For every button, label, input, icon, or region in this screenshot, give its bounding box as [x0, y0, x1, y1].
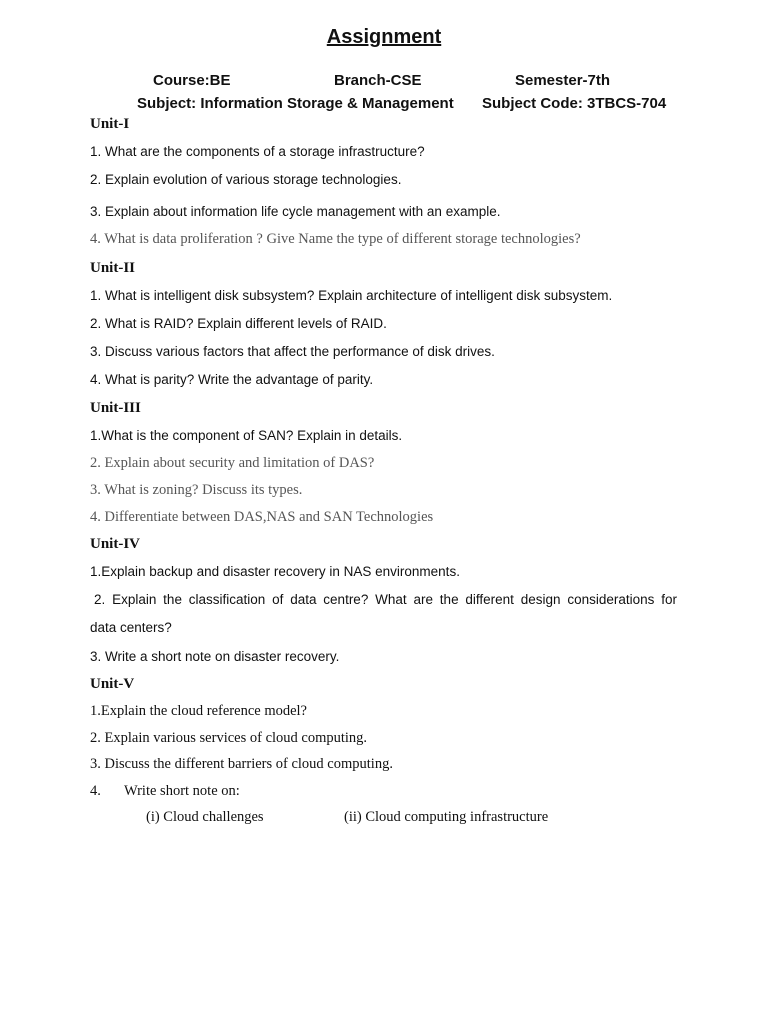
unit-heading: Unit-I	[90, 116, 130, 132]
course-label: Course:BE	[153, 72, 231, 89]
branch-label: Branch-CSE	[334, 72, 422, 89]
question-item: 1. What are the components of a storage infrastructure?	[90, 144, 425, 159]
unit-heading: Unit-II	[90, 260, 136, 276]
question-item: 1.What is the component of SAN? Explain in details.	[90, 428, 403, 443]
question-item: 4. What is data proliferation ? Give Name the type of different storage technologies?	[90, 231, 581, 247]
question-item: 3. What is zoning? Discuss its types.	[90, 482, 303, 498]
question-item: 2. Explain evolution of various storage technologies.	[90, 172, 402, 187]
question-item: 3. Explain about information life cycle management with an example.	[90, 204, 501, 219]
question-item: Write short note on:	[124, 783, 240, 799]
question-item: 1.Explain the cloud reference model?	[90, 703, 307, 719]
question-item: 2. Explain various services of cloud computing.	[90, 730, 368, 746]
unit-heading: Unit-III	[90, 400, 141, 416]
question-item: 1.Explain backup and disaster recovery in NAS environments.	[90, 564, 460, 579]
subject-label: Subject: Information Storage & Management	[137, 95, 454, 112]
question-item: 3. Discuss the different barriers of cloud computing.	[90, 756, 393, 772]
unit-heading: Unit-V	[90, 676, 135, 692]
sub-question-item: (ii) Cloud computing infrastructure	[344, 809, 549, 825]
question-item: 2. Explain the classification of data centre? What are the different design considerations for	[94, 592, 677, 607]
question-item: 4. What is parity? Write the advantage of parity.	[90, 372, 374, 387]
question-item: 2. Explain about security and limitation of DAS?	[90, 455, 375, 471]
sub-question-item: (i) Cloud challenges	[146, 809, 264, 825]
unit-heading: Unit-IV	[90, 536, 141, 552]
question-continuation: data centers?	[90, 620, 172, 635]
semester-label: Semester-7th	[515, 72, 611, 89]
page-title: Assignment	[326, 26, 442, 48]
question-item: 1. What is intelligent disk subsystem? Explain architecture of intelligent disk subsystem.	[90, 288, 613, 303]
subject-code-label: Subject Code: 3TBCS-704	[482, 95, 667, 112]
question-item: 2. What is RAID? Explain different levels of RAID.	[90, 316, 387, 331]
question-item: 4. Differentiate between DAS,NAS and SAN Technologies	[90, 509, 434, 525]
question-number: 4.	[90, 783, 101, 799]
question-item: 3. Discuss various factors that affect the performance of disk drives.	[90, 344, 495, 359]
question-item: 3. Write a short note on disaster recovery.	[90, 649, 340, 664]
